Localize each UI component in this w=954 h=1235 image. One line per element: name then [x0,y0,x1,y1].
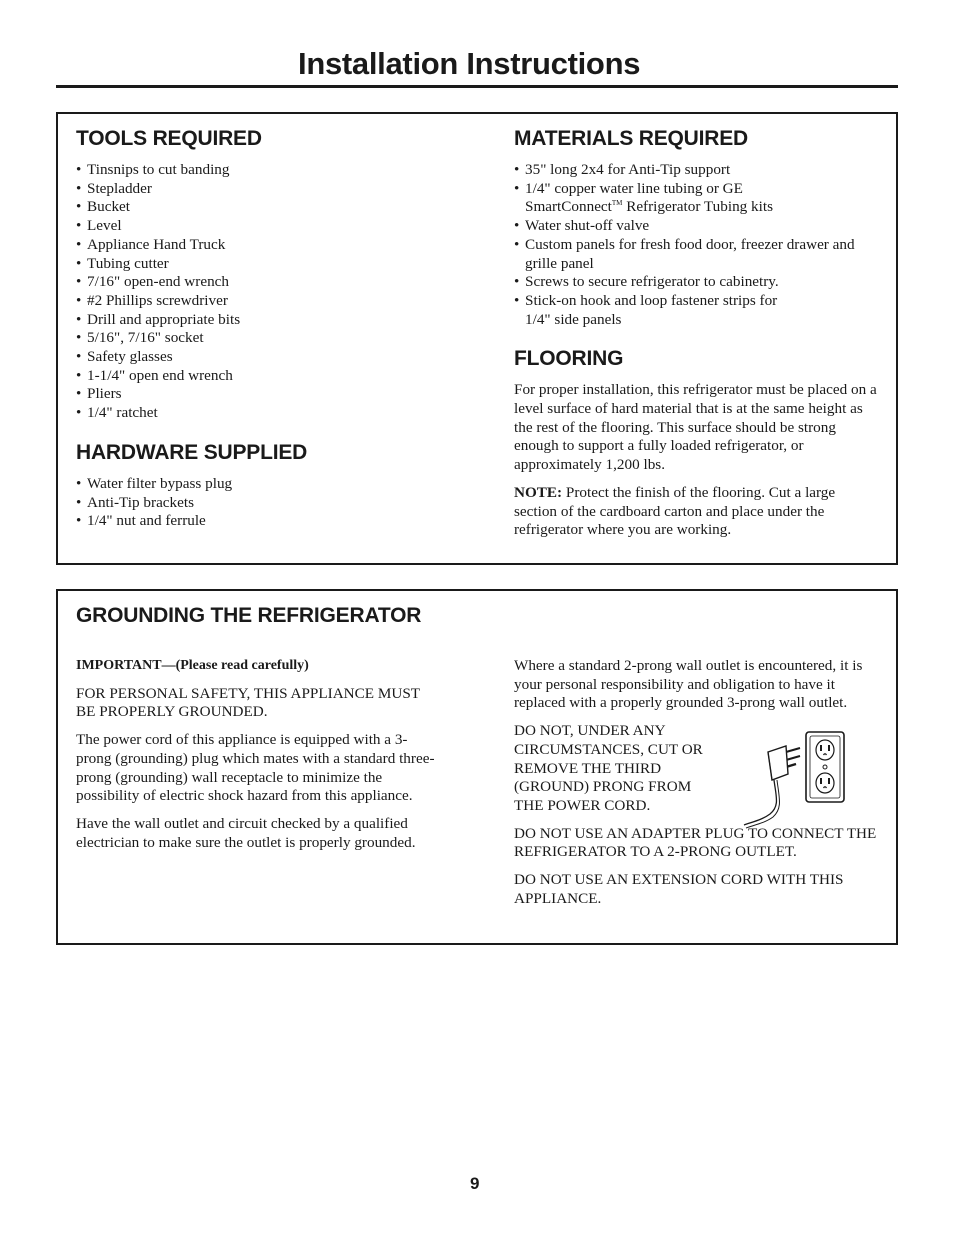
trademark-mark: TM [611,199,623,208]
list-item: • Drill and appropriate bits [76,311,476,330]
list-item: • 5/16", 7/16" socket [76,329,476,348]
list-item: • 35" long 2x4 for Anti-Tip support [514,161,880,180]
materials-required-heading: MATERIALS REQUIRED [514,127,749,150]
list-item: • 7/16" open-end wrench [76,273,476,292]
list-item: • Pliers [76,385,476,404]
list-item: • Stepladder [76,180,476,199]
list-item: • Appliance Hand Truck [76,236,476,255]
list-item [514,180,880,217]
requirements-box [56,112,898,565]
list-item-line: 1/4" copper water line tubing or GE [525,179,743,197]
tools-list [76,161,476,423]
list-item: • 1/4" nut and ferrule [76,512,476,531]
page-title: Installation Instructions [298,46,641,81]
list-item: • 1-1/4" open end wrench [76,367,476,386]
title-rule [56,85,898,88]
warning-cut-prong: DO NOT, UNDER ANY CIRCUMSTANCES, CUT OR REMOVE THE THIRD (GROUND) PRONG FROM THE POWER CORD. [514,722,703,814]
list-item-line: Refrigerator Tubing kits [622,198,773,216]
list-item: • Water filter bypass plug [76,475,476,494]
right-column [514,127,880,549]
list-item: • #2 Phillips screwdriver [76,292,476,311]
list-item-line: 1/4" side panels [525,310,622,328]
page-number: 9 [470,1174,480,1193]
flooring-heading: FLOORING [514,347,624,371]
list-item: • 1/4" ratchet [76,404,476,423]
three-prong-plug-and-outlet-icon [740,730,850,830]
grounding-left-column [76,657,442,861]
list-item: • Tubing cutter [76,255,476,274]
list-item: • Custom panels for fresh food door, freezer drawer and grille panel [514,236,880,273]
list-item [514,292,880,329]
grounding-paragraph: The power cord of this appliance is equipped with a 3-prong (grounding) plug which mates with a standard three-prong (grounding) wall receptacle to minimize the possibility of electric shock hazard from this appliance. [76,731,435,805]
list-item: • Safety glasses [76,348,476,367]
hardware-supplied-heading: HARDWARE SUPPLIED [76,440,308,464]
list-item: • Tinsnips to cut banding [76,161,476,180]
note-label: NOTE: [514,483,563,501]
grounding-paragraph: FOR PERSONAL SAFETY, THIS APPLIANCE MUST BE PROPERLY GROUNDED. [76,684,420,721]
important-label: IMPORTANT—(Please read carefully) [76,658,309,673]
flooring-paragraph: For proper installation, this refrigerator must be placed on a level surface of hard material that is at the same height as the rest of the flooring. This surface should be strong enough to support a fully loaded refrigerator, or approximately 1,200 lbs. [514,381,877,474]
brand-name: SmartConnect [525,198,612,216]
list-item-line: Stick-on hook and loop fastener strips for [525,291,778,309]
flooring-note [514,484,880,540]
grounding-paragraph: Have the wall outlet and circuit checked by a qualified electrician to make sure the outlet is properly grounded. [76,814,416,851]
materials-list [514,161,880,329]
grounding-paragraph: Where a standard 2-prong wall outlet is encountered, it is your personal responsibility and obligation to have it replaced with a properly grounded 3-prong wall outlet. [514,657,863,712]
list-item: • Anti-Tip brackets [76,494,476,513]
warning-adapter: DO NOT USE AN ADAPTER PLUG TO CONNECT THE REFRIGERATOR TO A 2-PRONG OUTLET. [514,824,877,861]
grounding-heading: GROUNDING THE REFRIGERATOR [76,604,422,627]
list-item: • Bucket [76,198,476,217]
list-item: • Level [76,217,476,236]
hardware-list [76,475,476,531]
note-text: Protect the finish of the flooring. Cut a large section of the cardboard carton and place under the refrigerator where you are working. [514,483,836,539]
list-item: • Water shut-off valve [514,217,880,236]
warning-extension: DO NOT USE AN EXTENSION CORD WITH THIS APPLIANCE. [514,871,844,907]
tools-required-heading: TOOLS REQUIRED [76,127,262,150]
left-column [76,127,476,531]
list-item: • Screws to secure refrigerator to cabinetry. [514,273,880,292]
